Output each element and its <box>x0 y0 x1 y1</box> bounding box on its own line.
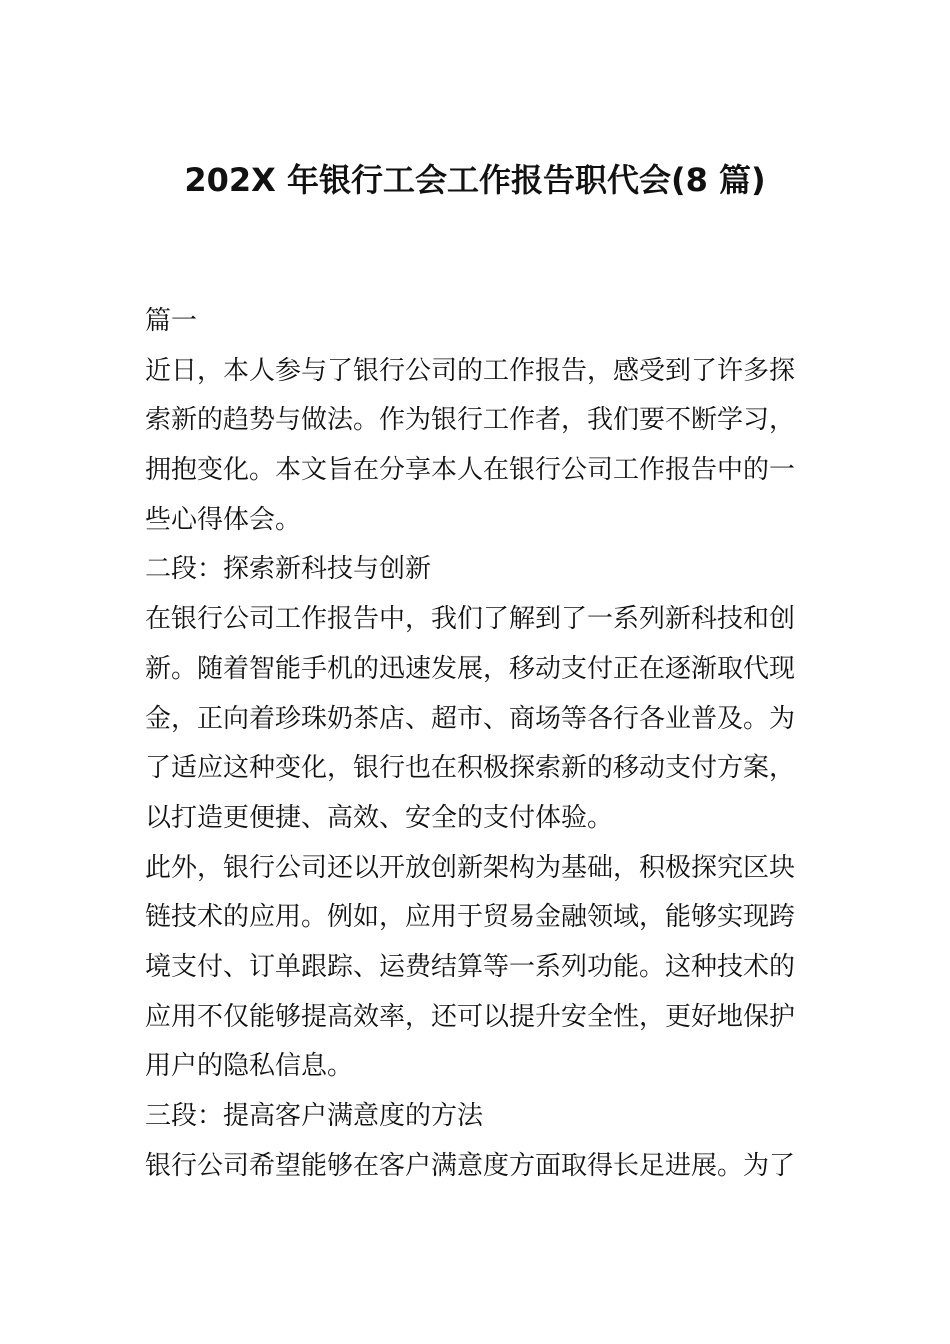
paragraph-line: 近日，本人参与了银行公司的工作报告，感受到了许多探 <box>145 355 796 386</box>
paragraph-line: 此外，银行公司还以开放创新架构为基础，积极探究区块 <box>145 852 796 883</box>
paragraph-line: 银行公司希望能够在客户满意度方面取得长足进展。为了 <box>145 1150 796 1181</box>
document-body <box>145 297 810 1191</box>
paragraph-line: 些心得体会。 <box>145 504 302 535</box>
paragraph-line: 链技术的应用。例如，应用于贸易金融领域，能够实现跨 <box>145 902 796 933</box>
paragraph-line: 应用不仅能够提高效率，还可以提升安全性，更好地保护 <box>145 1001 796 1032</box>
paragraph-line: 用户的隐私信息。 <box>145 1051 354 1082</box>
paragraph-line: 以打造更便捷、高效、安全的支付体验。 <box>145 802 614 833</box>
paragraph-line: 拥抱变化。本文旨在分享本人在银行公司工作报告中的一 <box>145 455 796 486</box>
paragraph-line: 索新的趋势与做法。作为银行工作者，我们要不断学习， <box>145 405 796 436</box>
section-heading: 二段：探索新科技与创新 <box>145 554 432 585</box>
paragraph-line: 在银行公司工作报告中，我们了解到了一系列新科技和创 <box>145 604 796 635</box>
paragraph-line: 了适应这种变化，银行也在积极探索新的移动支付方案， <box>145 753 796 784</box>
section-heading: 篇一 <box>145 306 198 336</box>
section-heading: 三段：提高客户满意度的方法 <box>145 1101 484 1131</box>
paragraph-line: 境支付、订单跟踪、运费结算等一系列功能。这种技术的 <box>145 951 796 982</box>
document-title: 202X 年银行工会工作报告职代会(8 篇) <box>184 161 766 199</box>
paragraph-line: 金，正向着珍珠奶茶店、超市、商场等各行各业普及。为 <box>145 703 796 734</box>
paragraph-line: 新。随着智能手机的迅速发展，移动支付正在逐渐取代现 <box>145 653 796 684</box>
